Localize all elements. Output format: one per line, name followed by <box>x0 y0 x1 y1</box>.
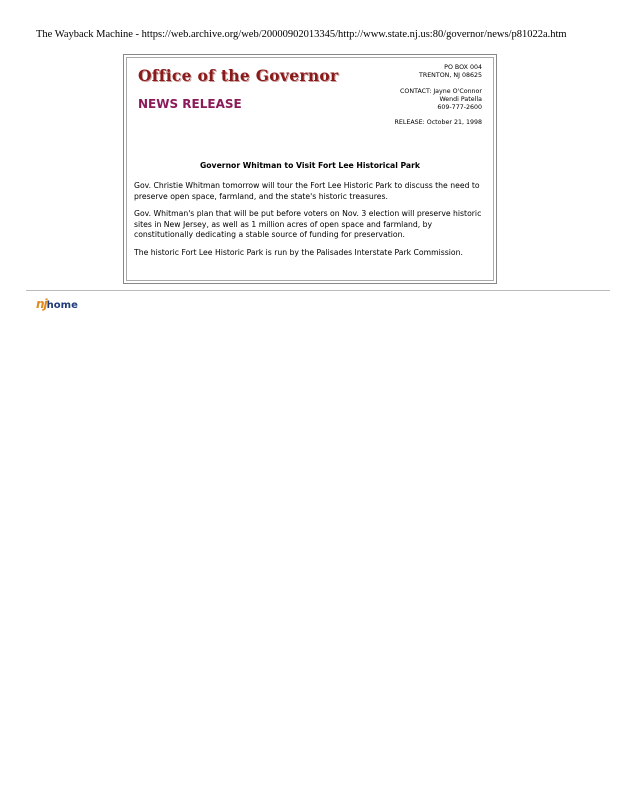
address-line-2: TRENTON, NJ 08625 <box>418 72 482 80</box>
article-body <box>134 181 483 265</box>
article-paragraph: The historic Fort Lee Historic Park is run by the Palisades Interstate Park Commission. <box>134 247 463 257</box>
wayback-header: The Wayback Machine - https://web.archive.org/web/20000902013345/http://www.state.nj.us:80/governor/news/p81022a.htm <box>36 29 567 40</box>
contact-line-1: CONTACT: Jayne O'Connor <box>400 87 482 95</box>
horizontal-divider <box>26 290 610 291</box>
news-release-inner <box>126 57 494 281</box>
article-headline: Governor Whitman to Visit Fort Lee Historical Park <box>199 161 421 170</box>
contact-block <box>395 64 483 128</box>
contact-line-3: 609-777-2600 <box>437 104 482 112</box>
news-release-label: NEWS RELEASE <box>138 97 242 111</box>
office-title: Office of the Governor <box>138 66 339 85</box>
contact-line-2: Wendi Patella <box>439 95 482 103</box>
nj-logo-icon: nj <box>36 297 47 311</box>
nj-home-label: home <box>46 300 78 311</box>
address-line-1: PO BOX 004 <box>444 64 482 71</box>
article-paragraph: Gov. Christie Whitman tomorrow will tour the Fort Lee Historic Park to discuss the need to preserve open space, farmland, and the state's historic treasures. <box>134 181 480 201</box>
article-paragraph: Gov. Whitman's plan that will be put before voters on Nov. 3 election will preserve historic sites in New Jersey, as well as 1 million acres of open space and farmland, by constitutionally dedicating a stable source of funding for preservation. <box>134 209 482 239</box>
news-release-box <box>123 54 497 284</box>
release-date: RELEASE: October 21, 1998 <box>394 119 482 127</box>
nj-home-link[interactable] <box>36 297 78 311</box>
